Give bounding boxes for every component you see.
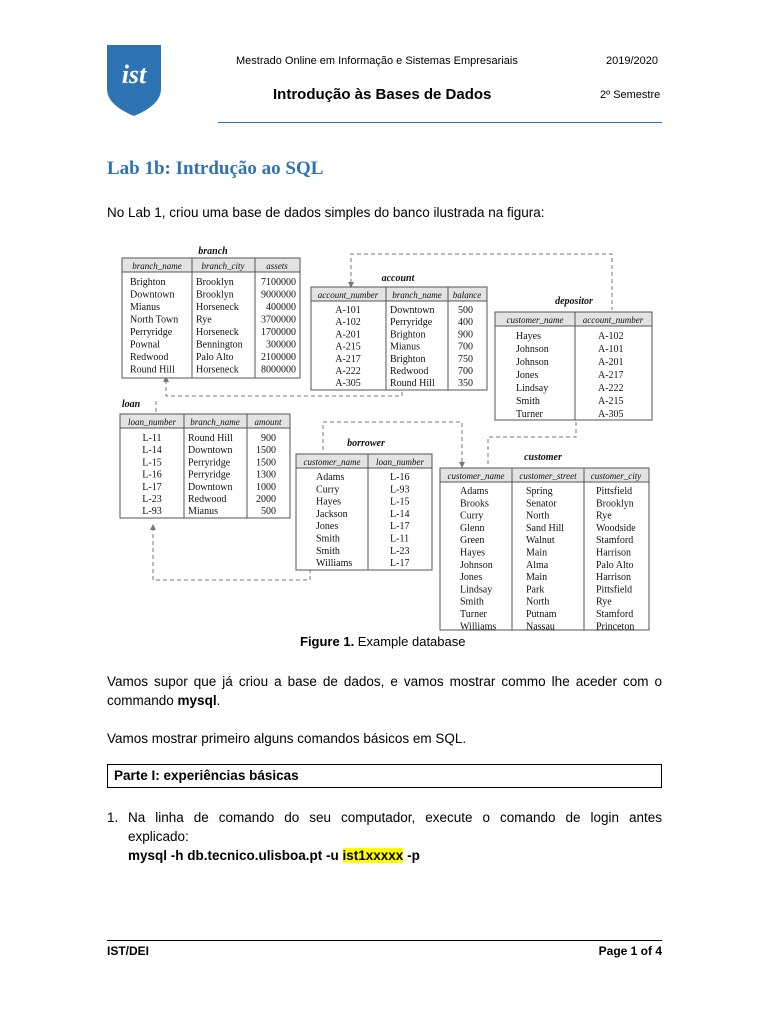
customer-cell: Stamford bbox=[596, 535, 634, 547]
customer-cell: Curry bbox=[460, 510, 484, 522]
borrower-cell: L-23 bbox=[390, 545, 410, 557]
footer-page-number: Page 1 of 4 bbox=[598, 944, 662, 958]
account-cell: Brighton bbox=[390, 353, 426, 365]
branch-cell: Perryridge bbox=[130, 327, 173, 338]
branch-cell: 400000 bbox=[266, 302, 296, 313]
customer-cell: Williams bbox=[460, 621, 497, 633]
account-cell: A-201 bbox=[335, 329, 361, 341]
account-cell: 900 bbox=[458, 329, 473, 341]
account-cell: 400 bbox=[458, 317, 473, 329]
customer-cell: Nassau bbox=[526, 621, 555, 633]
paragraph-1-line-2 bbox=[107, 690, 220, 711]
customer-cell: Putnam bbox=[526, 609, 557, 620]
account-cell: 750 bbox=[458, 353, 473, 365]
borrower-cell: Williams bbox=[316, 558, 353, 570]
borrower-cell: L-15 bbox=[390, 496, 410, 508]
customer-cell: Main bbox=[526, 547, 548, 559]
customer-cell: Brooklyn bbox=[596, 498, 634, 510]
branch-cell: Brooklyn bbox=[196, 277, 234, 288]
depositor-cell: Jones bbox=[516, 370, 539, 381]
depositor-cell: A-102 bbox=[598, 331, 624, 342]
branch-cell: 2100000 bbox=[261, 352, 296, 363]
customer-cell: Turner bbox=[460, 609, 487, 620]
account-cell: Round Hill bbox=[390, 378, 435, 390]
depositor-cell: Lindsay bbox=[516, 383, 549, 394]
customer-cell: North bbox=[526, 596, 550, 608]
depositor-cell: Hayes bbox=[516, 331, 541, 342]
customer-cell: Pittsfield bbox=[596, 584, 633, 596]
branch-cell: Round Hill bbox=[130, 364, 175, 376]
step1-line2: explicado: bbox=[128, 829, 189, 844]
customer-col-2: customer_street bbox=[519, 471, 577, 481]
customer-cell: Walnut bbox=[526, 535, 555, 547]
borrower-col-1: customer_name bbox=[303, 457, 361, 467]
branch-cell: Brighton bbox=[130, 277, 166, 288]
loan-cell: L-15 bbox=[142, 457, 162, 469]
loan-cell: 1500 bbox=[256, 445, 276, 457]
borrower-cell: Jones bbox=[316, 521, 339, 533]
borrower-cell: L-93 bbox=[390, 484, 410, 496]
intro-paragraph: No Lab 1, criou uma base de dados simples do banco ilustrada na figura: bbox=[107, 205, 545, 220]
loan-cell: Perryridge bbox=[188, 457, 231, 469]
loan-cell: Round Hill bbox=[188, 433, 233, 444]
customer-cell: Green bbox=[460, 535, 485, 547]
customer-cell: Sand Hill bbox=[526, 522, 565, 534]
customer-col-3: customer_city bbox=[590, 471, 642, 481]
figure-caption bbox=[300, 634, 465, 649]
branch-cell: Horseneck bbox=[196, 327, 239, 338]
page-title: Lab 1b: Intrdução ao SQL bbox=[107, 158, 324, 179]
login-command bbox=[128, 845, 420, 866]
customer-cell: Senator bbox=[526, 498, 557, 510]
account-cell: Downtown bbox=[390, 305, 435, 316]
loan-cell: 1000 bbox=[256, 481, 276, 493]
table-name-loan: loan bbox=[121, 399, 141, 410]
borrower-cell: L-17 bbox=[390, 521, 410, 533]
branch-cell: Palo Alto bbox=[196, 352, 234, 363]
branch-cell: 8000000 bbox=[261, 364, 296, 376]
loan-cell: L-11 bbox=[142, 433, 162, 444]
account-cell: Redwood bbox=[390, 366, 429, 377]
loan-cell: Mianus bbox=[188, 506, 218, 518]
mysql-keyword: mysql bbox=[177, 693, 217, 708]
borrower-col-2: loan_number bbox=[376, 457, 424, 467]
customer-cell: Jones bbox=[460, 572, 483, 584]
paragraph-2: Vamos mostrar primeiro alguns comandos básicos em SQL. bbox=[107, 731, 467, 746]
branch-cell: North Town bbox=[130, 314, 179, 326]
depositor-cell: A-217 bbox=[598, 370, 624, 381]
customer-cell: Princeton bbox=[596, 621, 635, 633]
account-cell: A-101 bbox=[335, 305, 361, 316]
branch-cell: Pownal bbox=[130, 339, 160, 351]
table-name-depositor: depositor bbox=[555, 296, 593, 307]
loan-col-1: loan_number bbox=[128, 417, 176, 427]
loan-cell: Downtown bbox=[188, 445, 233, 457]
customer-cell: Palo Alto bbox=[596, 559, 634, 571]
borrower-cell: Jackson bbox=[316, 508, 348, 520]
username-placeholder: ist1xxxxx bbox=[342, 848, 404, 863]
step-number: 1. bbox=[107, 810, 119, 825]
account-col-2: branch_name bbox=[392, 290, 442, 300]
para1-period: . bbox=[216, 693, 221, 708]
account-cell: A-222 bbox=[335, 366, 361, 377]
borrower-cell: Smith bbox=[316, 545, 340, 557]
depositor-cell: A-201 bbox=[598, 357, 624, 368]
semester: 2º Semestre bbox=[600, 89, 661, 101]
loan-cell: Downtown bbox=[188, 481, 233, 493]
branch-col-2: branch_city bbox=[201, 261, 245, 271]
command-text: mysql -h db.tecnico.ulisboa.pt -u bbox=[128, 848, 343, 863]
section-heading-box bbox=[107, 764, 662, 788]
branch-cell: Rye bbox=[196, 314, 212, 326]
customer-cell: Johnson bbox=[460, 559, 493, 571]
depositor-col-2: account_number bbox=[582, 315, 644, 325]
depositor-cell: A-215 bbox=[598, 396, 624, 407]
logo-text: ist bbox=[121, 60, 147, 89]
branch-cell: Bennington bbox=[196, 339, 243, 351]
loan-col-3: amount bbox=[254, 417, 282, 427]
depositor-cell: Turner bbox=[516, 409, 543, 420]
depositor-cell: Johnson bbox=[516, 344, 549, 355]
depositor-col-1: customer_name bbox=[506, 315, 564, 325]
table-name-customer: customer bbox=[524, 452, 562, 463]
course-name: Introdução às Bases de Dados bbox=[273, 86, 492, 103]
branch-cell: 1700000 bbox=[261, 327, 296, 338]
academic-year: 2019/2020 bbox=[606, 55, 658, 67]
depositor-cell: A-101 bbox=[598, 344, 624, 355]
customer-cell: North bbox=[526, 510, 550, 522]
branch-cell: 7100000 bbox=[261, 277, 296, 288]
branch-cell: 300000 bbox=[266, 339, 296, 351]
customer-cell: Main bbox=[526, 572, 548, 584]
customer-cell: Park bbox=[526, 584, 545, 596]
customer-cell: Harrison bbox=[596, 547, 631, 559]
command-flag: -p bbox=[403, 848, 420, 863]
branch-cell: 9000000 bbox=[261, 289, 296, 301]
program-name: Mestrado Online em Informação e Sistemas Empresariais bbox=[236, 55, 518, 67]
table-name-account: account bbox=[381, 273, 415, 284]
loan-cell: 900 bbox=[261, 433, 276, 444]
customer-cell: Hayes bbox=[460, 547, 485, 559]
section-title: Parte I: experiências básicas bbox=[114, 768, 299, 783]
loan-cell: 2000 bbox=[256, 494, 276, 505]
customer-cell: Rye bbox=[596, 510, 612, 522]
depositor-cell: Johnson bbox=[516, 357, 549, 368]
branch-cell: Horseneck bbox=[196, 364, 239, 376]
depositor-cell: A-305 bbox=[598, 409, 624, 420]
branch-cell: Brooklyn bbox=[196, 289, 234, 301]
customer-cell: Smith bbox=[460, 596, 484, 608]
borrower-cell: L-16 bbox=[390, 472, 410, 483]
account-cell: 700 bbox=[458, 366, 473, 377]
account-cell: Brighton bbox=[390, 329, 426, 341]
account-col-1: account_number bbox=[317, 290, 379, 300]
loan-cell: Redwood bbox=[188, 494, 227, 505]
customer-cell: Stamford bbox=[596, 609, 634, 620]
customer-cell: Woodside bbox=[596, 522, 636, 534]
branch-col-1: branch_name bbox=[132, 261, 182, 271]
para1-text: commando bbox=[107, 693, 178, 708]
customer-cell: Adams bbox=[460, 486, 489, 497]
table-name-borrower: borrower bbox=[347, 438, 385, 449]
borrower-cell: Adams bbox=[316, 472, 345, 483]
depositor-cell: Smith bbox=[516, 396, 540, 407]
figure-caption-label: Figure 1. bbox=[300, 634, 355, 649]
borrower-cell: Hayes bbox=[316, 496, 341, 508]
branch-cell: Horseneck bbox=[196, 302, 239, 313]
account-cell: A-305 bbox=[335, 378, 361, 390]
branch-cell: 3700000 bbox=[261, 314, 296, 326]
branch-cell: Mianus bbox=[130, 302, 160, 313]
customer-cell: Lindsay bbox=[460, 584, 493, 596]
figure-caption-text: Example database bbox=[354, 634, 466, 649]
branch-cell: Downtown bbox=[130, 289, 175, 301]
customer-cell: Rye bbox=[596, 596, 612, 608]
borrower-cell: L-17 bbox=[390, 558, 410, 570]
loan-cell: L-17 bbox=[142, 481, 162, 493]
loan-cell: L-93 bbox=[142, 506, 162, 518]
loan-cell: 1300 bbox=[256, 469, 276, 481]
customer-col-1: customer_name bbox=[447, 471, 505, 481]
account-cell: A-217 bbox=[335, 353, 361, 365]
loan-col-2: branch_name bbox=[190, 417, 240, 427]
loan-cell: L-14 bbox=[142, 445, 162, 457]
borrower-cell: L-11 bbox=[390, 533, 410, 545]
footer-rule bbox=[107, 940, 662, 941]
account-cell: 500 bbox=[458, 305, 473, 316]
account-cell: 350 bbox=[458, 378, 473, 390]
step1-line1: Na linha de comando do seu computador, execute o comando de login antes bbox=[128, 810, 662, 825]
borrower-cell: Curry bbox=[316, 484, 340, 496]
customer-cell: Harrison bbox=[596, 572, 631, 584]
customer-cell: Brooks bbox=[460, 498, 489, 510]
account-cell: A-215 bbox=[335, 341, 361, 353]
borrower-cell: L-14 bbox=[390, 508, 410, 520]
loan-cell: L-23 bbox=[142, 494, 162, 505]
account-cell: 700 bbox=[458, 341, 473, 353]
customer-cell: Pittsfield bbox=[596, 486, 633, 497]
account-cell: Mianus bbox=[390, 341, 420, 353]
account-cell: Perryridge bbox=[390, 317, 433, 329]
customer-cell: Alma bbox=[526, 559, 549, 571]
loan-cell: L-16 bbox=[142, 469, 162, 481]
customer-cell: Glenn bbox=[460, 522, 485, 534]
customer-cell: Spring bbox=[526, 486, 553, 497]
account-cell: A-102 bbox=[335, 317, 361, 329]
loan-cell: 1500 bbox=[256, 457, 276, 469]
footer-left: IST/DEI bbox=[107, 944, 150, 958]
paragraph-1-line-1: Vamos supor que já criou a base de dados, e vamos mostrar commo lhe aceder com o bbox=[107, 674, 662, 689]
loan-cell: 500 bbox=[261, 506, 276, 518]
borrower-cell: Smith bbox=[316, 533, 340, 545]
depositor-cell: A-222 bbox=[598, 383, 624, 394]
loan-cell: Perryridge bbox=[188, 469, 231, 481]
table-name-branch: branch bbox=[198, 246, 228, 257]
branch-col-3: assets bbox=[266, 261, 288, 271]
branch-cell: Redwood bbox=[130, 352, 169, 363]
account-col-3: balance bbox=[452, 290, 482, 300]
